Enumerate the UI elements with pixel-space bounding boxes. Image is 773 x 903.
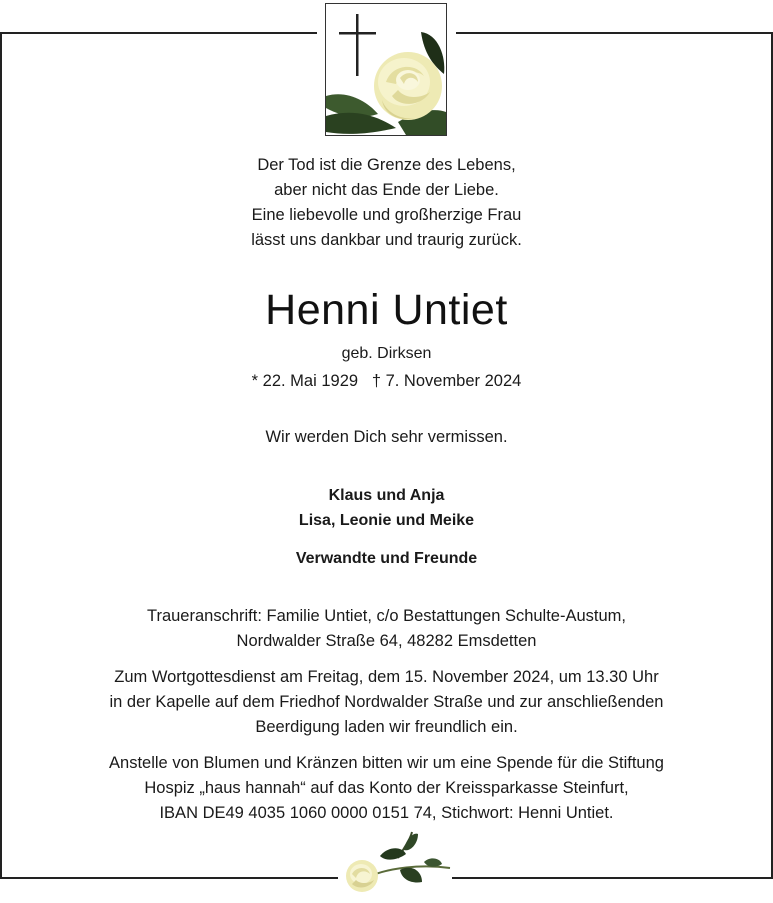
mourning-address — [2, 604, 771, 654]
service-info — [2, 665, 771, 740]
mourner-line: Lisa, Leonie und Meike — [298, 512, 475, 529]
donation-line: IBAN DE49 4035 1060 0000 0151 74, Stichwort: Henni Untiet. — [159, 804, 614, 822]
mourners-relatives: Verwandte und Freunde — [295, 550, 478, 567]
address-line: Nordwalder Straße 64, 48282 Emsdetten — [236, 632, 537, 650]
intro-line: lässt uns dankbar und traurig zurück. — [251, 231, 522, 249]
frame-bottom-left-line — [0, 877, 338, 879]
intro-line: aber nicht das Ende der Liebe. — [274, 181, 499, 199]
donation-info — [2, 751, 771, 826]
intro-verse — [2, 153, 771, 253]
mourner-line: Klaus und Anja — [328, 487, 445, 504]
farewell-line: Wir werden Dich sehr vermissen. — [265, 428, 508, 446]
mourners-family — [2, 483, 771, 533]
service-line: in der Kapelle auf dem Friedhof Nordwalder Straße und zur anschließenden — [109, 693, 664, 711]
frame-top-left-line — [0, 32, 317, 34]
service-line: Zum Wortgottesdienst am Freitag, dem 15. November 2024, um 13.30 Uhr — [114, 668, 659, 686]
intro-line: Der Tod ist die Grenze des Lebens, — [257, 156, 516, 174]
rose-icon — [340, 828, 452, 898]
donation-line: Hospiz „haus hannah“ auf das Konto der Kreissparkasse Steinfurt, — [144, 779, 629, 797]
life-dates: * 22. Mai 1929 † 7. November 2024 — [251, 372, 522, 390]
frame-bottom-right-line — [452, 877, 773, 879]
service-line: Beerdigung laden wir freundlich ein. — [255, 718, 518, 736]
donation-line: Anstelle von Blumen und Kränzen bitten wir um eine Spende für die Stiftung — [109, 754, 664, 772]
deceased-name: Henni Untiet — [265, 286, 508, 334]
intro-line: Eine liebevolle und großherzige Frau — [251, 206, 522, 224]
frame-top-right-line — [456, 32, 773, 34]
address-line: Traueranschrift: Familie Untiet, c/o Bestattungen Schulte-Austum, — [146, 607, 626, 625]
cross-and-rose-icon — [325, 3, 447, 136]
birth-name: geb. Dirksen — [341, 345, 432, 362]
